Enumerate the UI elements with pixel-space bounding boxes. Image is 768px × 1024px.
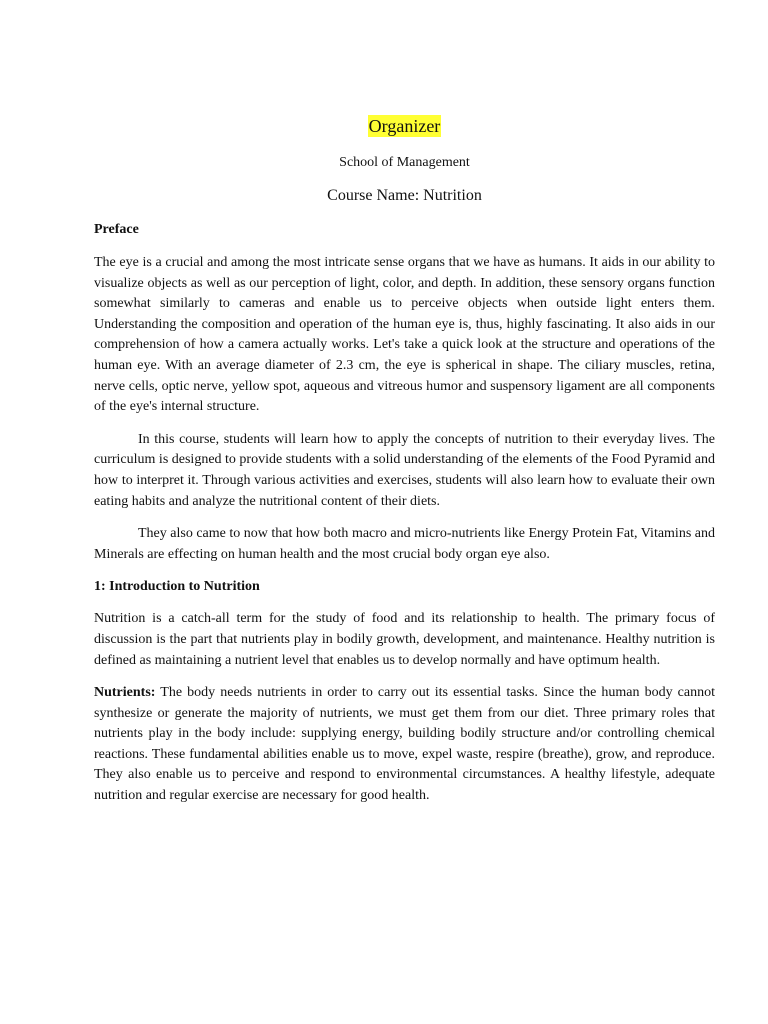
course-name: Course Name: Nutrition bbox=[327, 187, 482, 204]
document-page bbox=[94, 113, 715, 807]
nutrients-label: Nutrients: bbox=[94, 685, 156, 701]
school-name: School of Management bbox=[339, 155, 470, 170]
nutrients-paragraph bbox=[94, 683, 715, 807]
document-title: Organizer bbox=[368, 116, 441, 136]
title-block bbox=[94, 113, 715, 141]
preface-paragraph-3: They also came to now that how both macro and micro-nutrients like Energy Protein Fat, Vitamins and Minerals are effecting on human health and the most crucial body organ eye also. bbox=[94, 526, 715, 562]
nutrients-text: The body needs nutrients in order to carry out its essential tasks. Since the human body cannot synthesize or generate the majority of nutrients, we must get them from our diet. Three primary roles that nutrients play in the body include: supplying energy, building bodily structure and/or controlling chemical reactions. These fundamental abilities enable us to move, expel waste, respire (breathe), grow, and reproduce. They also enable us to perceive and respond to environmental circumstances. A healthy lifestyle, adequate nutrition and regular exercise are necessary for good health. bbox=[94, 685, 715, 804]
preface-paragraph-1: The eye is a crucial and among the most intricate sense organs that we have as humans. It aids in our ability to visualize objects as well as our perception of light, color, and depth. In addition, these sensory organs function somewhat similarly to cameras and enable us to perceive objects when outside light enters them. Understanding the composition and operation of the human eye is, thus, highly fascinating. It also aids in our comprehension of how a camera actually works. Let's take a quick look at the structure and operations of the human eye. With an average diameter of 2.3 cm, the eye is spherical in shape. The ciliary muscles, retina, nerve cells, optic nerve, yellow spot, aqueous and vitreous humor and suspensory ligament are all components of the eye's internal structure. bbox=[94, 255, 715, 415]
preface-heading: Preface bbox=[94, 222, 139, 237]
section-1-paragraph-1: Nutrition is a catch-all term for the study of food and its relationship to health. The primary focus of discussion is the part that nutrients play in bodily growth, development, and maintenance. Healthy nutrition is defined as maintaining a nutrient level that enables us to develop normally and have optimum health. bbox=[94, 611, 715, 668]
section-1-heading: 1: Introduction to Nutrition bbox=[94, 579, 260, 595]
preface-paragraph-2: In this course, students will learn how to apply the concepts of nutrition to their everyday lives. The curriculum is designed to provide students with a solid understanding of the elements of the Food Pyramid and how to interpret it. Through various activities and exercises, students will also learn how to evaluate their own eating habits and analyze the nutritional content of their diets. bbox=[94, 431, 715, 509]
